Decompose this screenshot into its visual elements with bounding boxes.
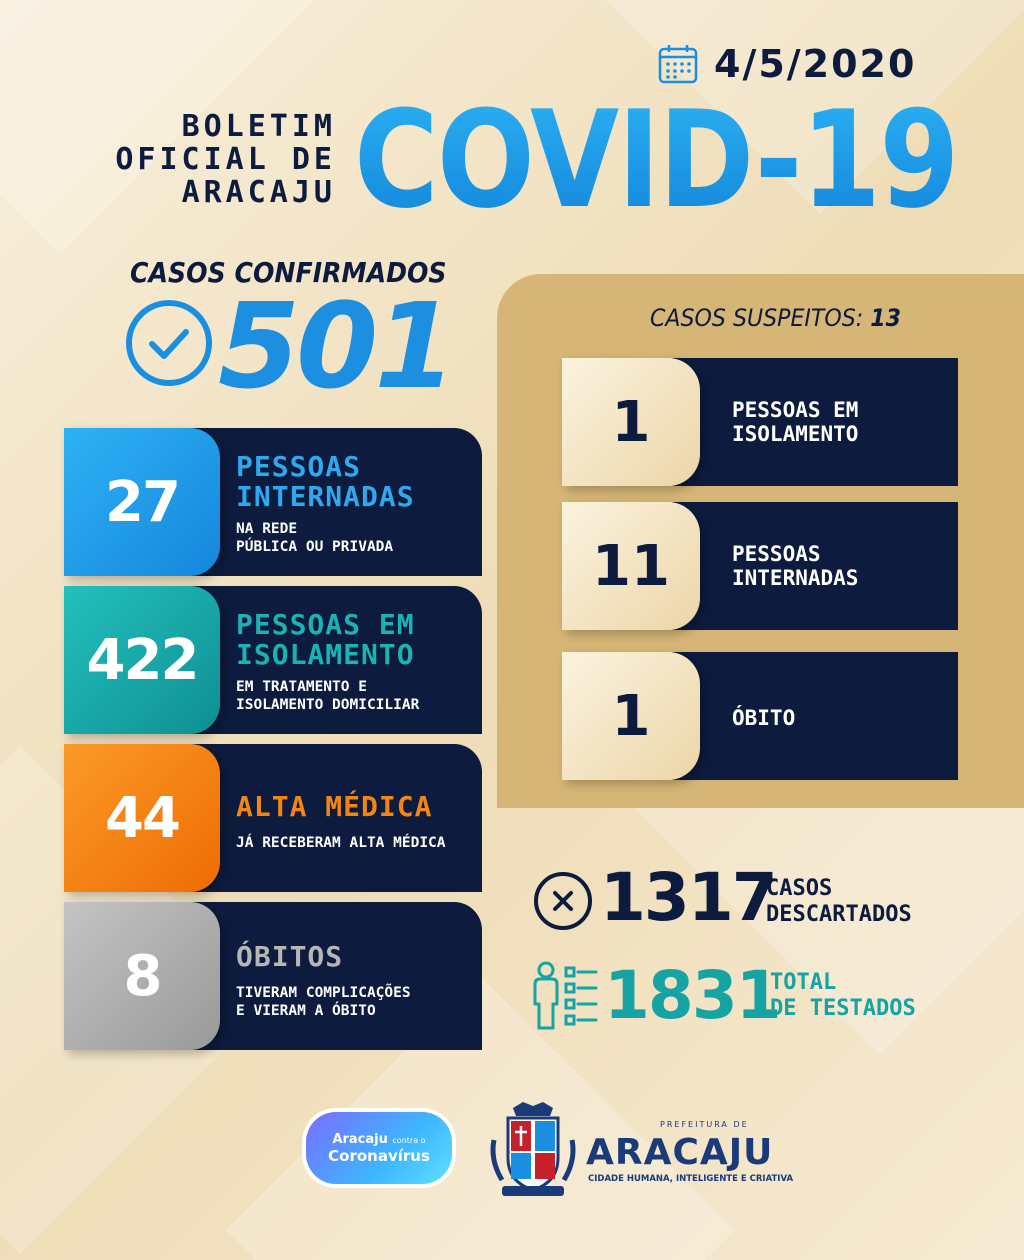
campaign-logo (306, 1112, 452, 1184)
bulletin-subtitle-line: ARACAJU (181, 175, 336, 210)
stat-card-discharged (64, 744, 482, 892)
card-number-box (64, 428, 220, 576)
suspects-label (650, 304, 901, 332)
card-label-line: ÓBITO (732, 706, 796, 730)
card-number: 44 (105, 785, 179, 851)
card-title (236, 610, 415, 670)
campaign-logo-line (332, 1132, 425, 1147)
card-subtitle (236, 678, 419, 714)
card-label-line: ISOLAMENTO (732, 422, 859, 446)
main-title: COVID-19 (354, 82, 958, 238)
card-number: 1 (611, 389, 651, 455)
bulletin-subtitle-line: OFICIAL DE (115, 142, 336, 177)
card-subtitle (236, 834, 446, 852)
card-title (236, 452, 415, 512)
card-subtitle-line: ISOLAMENTO DOMICILIAR (236, 697, 420, 713)
card-title (236, 942, 343, 972)
card-title-line: ISOLAMENTO (236, 638, 415, 671)
stat-card-isolation (64, 586, 482, 734)
card-subtitle-line: JÁ RECEBERAM ALTA MÉDICA (236, 835, 446, 851)
confirmed-label: CASOS CONFIRMADOS (130, 256, 447, 289)
prefecture-name: ARACAJU (586, 1132, 774, 1173)
confirmed-count: 501 (218, 277, 453, 415)
card-subtitle-line: E VIERAM A ÓBITO (236, 1003, 376, 1019)
bulletin-date: 4/5/2020 (714, 42, 917, 86)
card-title-line: PESSOAS EM (236, 608, 415, 641)
stat-card-hospitalized (64, 428, 482, 576)
card-number-box (562, 358, 700, 486)
card-subtitle-line: TIVERAM COMPLICAÇÕES (236, 985, 411, 1001)
card-subtitle-line: EM TRATAMENTO E (236, 679, 367, 695)
card-title-line: PESSOAS (236, 450, 362, 483)
card-label (732, 542, 858, 590)
tested-count: 1831 (604, 957, 780, 1034)
card-label-line: PESSOAS (732, 542, 821, 566)
city-crest-icon (488, 1100, 578, 1200)
calendar-icon (658, 44, 698, 84)
discarded-label-line: CASOS (766, 876, 833, 901)
card-subtitle (236, 984, 411, 1020)
suspect-card-hospitalized (562, 502, 958, 630)
campaign-logo-connector: contra o (392, 1135, 426, 1145)
card-number-box (562, 502, 700, 630)
suspect-card-isolation (562, 358, 958, 486)
discarded-count: 1317 (600, 859, 776, 936)
prefecture-slogan: CIDADE HUMANA, INTELIGENTE E CRIATIVA (588, 1174, 794, 1184)
card-number-box (562, 652, 700, 780)
card-number: 1 (611, 683, 651, 749)
bulletin-subtitle-line: BOLETIM (181, 109, 336, 144)
card-subtitle (236, 520, 393, 556)
card-label-line: PESSOAS EM (732, 398, 859, 422)
card-number: 11 (592, 533, 670, 599)
card-number-box (64, 902, 220, 1050)
prefecture-label: PREFEITURA DE (660, 1120, 749, 1129)
tested-label (770, 970, 916, 1022)
card-number-box (64, 586, 220, 734)
discarded-label-line: DESCARTADOS (766, 902, 912, 927)
card-number: 27 (105, 469, 179, 535)
stat-card-deaths (64, 902, 482, 1050)
card-subtitle-line: NA REDE (236, 521, 298, 537)
card-label-line: INTERNADAS (732, 566, 859, 590)
card-title (236, 792, 432, 822)
tested-label-line: DE TESTADOS (770, 996, 916, 1021)
x-circle-icon (534, 872, 592, 930)
suspects-label-text: CASOS SUSPEITOS: (650, 304, 864, 332)
card-number: 422 (86, 627, 198, 693)
card-title-line: INTERNADAS (236, 480, 415, 513)
card-background (672, 652, 958, 780)
check-circle-icon (126, 300, 212, 386)
card-label (732, 706, 795, 730)
suspect-card-death (562, 652, 958, 780)
discarded-label (766, 876, 912, 928)
card-background (184, 902, 482, 1050)
tested-label-line: TOTAL (770, 970, 837, 995)
card-subtitle-line: PÚBLICA OU PRIVADA (236, 539, 394, 555)
campaign-logo-city: Aracaju (332, 1131, 388, 1147)
suspects-count: 13 (870, 304, 902, 332)
card-title-line: ALTA MÉDICA (236, 790, 433, 823)
card-title-line: ÓBITOS (236, 940, 344, 973)
card-number: 8 (123, 943, 161, 1009)
bulletin-subtitle (98, 110, 336, 209)
person-checklist-icon (530, 960, 600, 1032)
card-number-box (64, 744, 220, 892)
date-section (658, 42, 916, 86)
card-label (732, 398, 858, 446)
campaign-logo-line: Coronavírus (328, 1146, 430, 1165)
